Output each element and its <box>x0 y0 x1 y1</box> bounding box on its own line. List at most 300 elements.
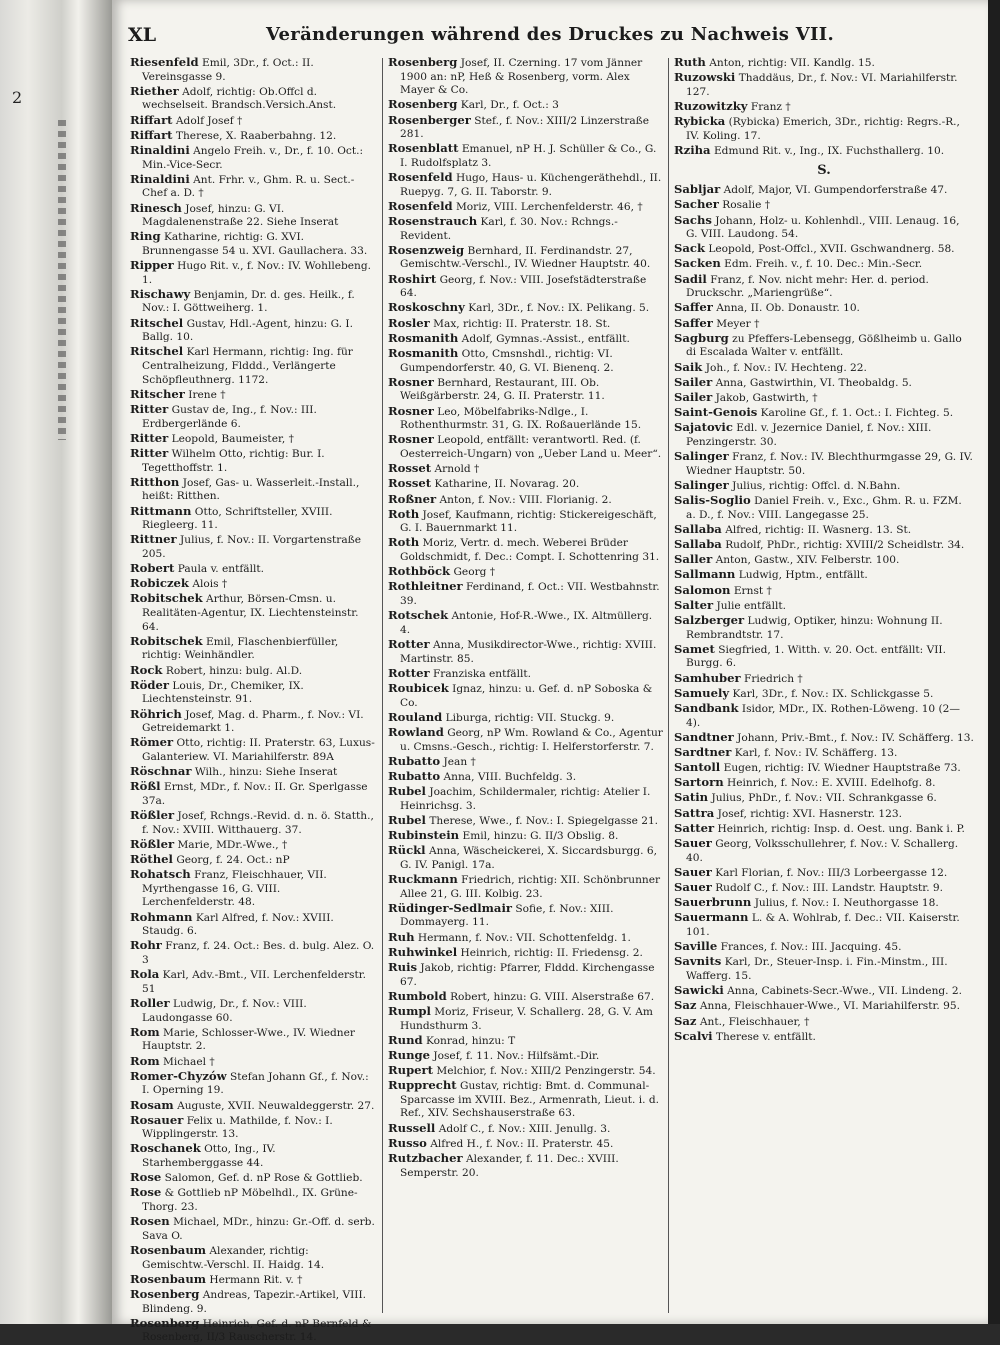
entry-surname: Ruis <box>388 959 417 974</box>
entry-surname: Sagburg <box>674 330 729 345</box>
entry-surname: Rosenberg <box>130 1315 200 1330</box>
entry-surname: Saffer <box>674 300 713 315</box>
entry-details: Julius, PhDr., f. Nov.: VII. Schrankgasse 6. <box>711 792 937 805</box>
entry-surname: Rubinstein <box>388 828 460 843</box>
entry-surname: Rosner <box>388 374 434 389</box>
entry-surname: Sardtner <box>674 744 732 759</box>
entry-details: Arthur, Börsen-Cmsn. u. Realitäten-Agentur, IX. Liechtensteinstr. 64. <box>142 593 359 633</box>
entry-details: Bernhard, Restaurant, III. Ob. Weißgärberstr. 24, G. II. Praterstr. 11. <box>400 376 605 403</box>
entry-details: Karoline Gf., f. 1. Oct.: I. Fichteg. 5. <box>760 407 954 420</box>
directory-entry <box>674 837 974 865</box>
entry-surname: Russo <box>388 1135 427 1150</box>
entry-surname: Sauerbrunn <box>674 895 752 910</box>
directory-entry <box>130 388 376 403</box>
entry-details: Georg † <box>453 566 496 579</box>
directory-entry <box>674 242 974 257</box>
entry-surname: Rom <box>130 1053 160 1068</box>
entry-details: Friedrich † <box>743 672 803 685</box>
entry-surname: Sauer <box>674 836 712 851</box>
entry-details: Otto, richtig: II. Praterstr. 63, Luxus-Galanteriew. VI. Mariahilferstr. 89A <box>142 737 375 763</box>
entry-details: Michael † <box>163 1055 215 1068</box>
entry-surname: Rupert <box>388 1063 434 1078</box>
directory-entry <box>674 984 974 999</box>
entry-surname: Sauermann <box>674 910 749 925</box>
directory-entry <box>130 144 376 172</box>
directory-entry <box>388 580 663 608</box>
entry-surname: Rouland <box>388 709 443 724</box>
entry-details: Antonie, Hof-R.-Wwe., IX. Altmüllerg. 4. <box>400 610 653 636</box>
entry-details: Josef, Rchngs.-Revid. d. n. ö. Statth., f. Nov.: XVIII. Witthauerg. 37. <box>142 810 374 836</box>
entry-details: Rudolf C., f. Nov.: III. Landstr. Hauptstr. 9. <box>715 882 944 894</box>
entry-surname: Röhrich <box>130 706 182 721</box>
directory-entry <box>674 301 974 316</box>
entry-surname: Saller <box>674 552 713 567</box>
page-number: XL <box>128 24 157 46</box>
directory-entry <box>674 940 974 955</box>
directory-entry <box>130 679 376 707</box>
entry-surname: Rubel <box>388 784 426 799</box>
directory-entry <box>674 361 974 376</box>
entry-surname: Rinaldini <box>130 171 190 186</box>
directory-entry <box>674 687 974 702</box>
entry-surname: Samet <box>674 641 715 656</box>
directory-entry <box>130 592 376 634</box>
entry-details: Marie, MDr.-Wwe., † <box>177 838 288 851</box>
entry-details: Karl, f. 30. Nov.: Rchngs.-Revident. <box>400 216 618 242</box>
directory-entry <box>130 868 376 910</box>
entry-details: Sofie, f. Nov.: XIII. Dommayerg. 11. <box>400 902 614 929</box>
entry-details: zu Pfeffers-Lebensegg, Gößlheimb u. Gallo di Escalada Walter v. entfällt. <box>686 332 962 359</box>
entry-surname: Rohmann <box>130 909 193 924</box>
entry-surname: Röthel <box>130 852 173 867</box>
directory-entry <box>674 479 974 494</box>
directory-entry <box>388 477 663 492</box>
entry-details: Gustav, Hdl.-Agent, hinzu: G. I. Ballg. 10. <box>142 317 353 344</box>
entry-surname: Saville <box>674 939 718 954</box>
entry-details: Alois † <box>192 578 228 591</box>
entry-surname: Romer-Chyzów <box>130 1068 227 1083</box>
entry-surname: Runge <box>388 1047 430 1062</box>
entry-surname: Sallmann <box>674 567 736 582</box>
entry-details: Leopold, Post-Offcl., XVII. Gschwandnerg. 58. <box>708 243 955 256</box>
entry-surname: Santoll <box>674 760 721 775</box>
entry-details: Heinrich, richtig: Insp. d. Oest. ung. Bank i. P. <box>717 822 965 835</box>
directory-entry <box>388 1034 663 1049</box>
entry-details: Heinrich, f. Nov.: E. XVIII. Edelhofg. 8. <box>727 777 936 790</box>
entry-surname: Robert <box>130 561 175 576</box>
entry-surname: Rößler <box>130 836 175 851</box>
entry-details: Georg, Volksschullehrer, f. Nov.: V. Schallerg. 40. <box>686 838 959 864</box>
entry-surname: Rola <box>130 967 160 982</box>
entry-surname: Salinger <box>674 449 729 464</box>
entry-details: Joh., f. Nov.: IV. Hechteng. 22. <box>705 361 867 374</box>
directory-entry <box>130 765 376 780</box>
entry-surname: Ruth <box>674 55 706 69</box>
directory-entry <box>674 100 974 115</box>
entry-details: Julius, richtig: Offcl. d. N.Bahn. <box>732 479 901 492</box>
entry-surname: Rund <box>388 1032 423 1047</box>
entry-details: Salomon, Gef. d. nP Rose & Gottlieb. <box>164 1172 363 1185</box>
directory-entry <box>388 1064 663 1079</box>
directory-entry <box>388 433 663 461</box>
directory-entry <box>130 1099 376 1114</box>
directory-entry <box>674 881 974 896</box>
directory-entry <box>130 664 376 679</box>
entry-details: Siegfried, 1. Witth. v. 20. Oct. entfällt: VII. Burgg. 6. <box>686 643 946 670</box>
entry-details: Julius, f. Nov.: II. Vorgartenstraße 205. <box>142 534 361 560</box>
entry-surname: Ruhwinkel <box>388 944 458 959</box>
directory-entry <box>388 961 663 989</box>
entry-details: Georg, f. Nov.: VIII. Josefstädterstraße 64. <box>400 273 647 300</box>
directory-entry <box>130 202 376 230</box>
directory-entry <box>130 997 376 1025</box>
directory-entry <box>388 785 663 813</box>
entry-surname: Riffart <box>130 127 173 142</box>
entry-surname: Samuely <box>674 685 730 700</box>
directory-entry <box>130 1215 376 1243</box>
entry-details: Franz † <box>750 100 791 113</box>
entry-surname: Riether <box>130 83 179 98</box>
directory-entry <box>674 761 974 776</box>
directory-entry <box>388 726 663 754</box>
directory-entry <box>388 98 663 113</box>
entry-surname: Rubel <box>388 812 426 827</box>
directory-entry <box>388 462 663 477</box>
directory-entry <box>674 822 974 837</box>
entry-details: Julie entfällt. <box>716 599 786 612</box>
entry-details: Stef., f. Nov.: XIII/2 Linzerstraße 281. <box>400 114 650 141</box>
entry-surname: Roßner <box>388 491 437 506</box>
entry-surname: Roth <box>388 506 420 521</box>
entry-details: Louis, Dr., Chemiker, IX. Liechtensteinstr. 91. <box>142 679 304 706</box>
entry-surname: Salis-Soglio <box>674 493 751 508</box>
entry-details: Josef, II. Czerning. 17 vom Jänner 1900 an: nP, Heß & Rosenberg, vorm. Alex Mayer & Co. <box>400 57 643 97</box>
directory-entry <box>388 114 663 142</box>
entry-details: Hugo, Haus- u. Küchengeräthehdl., II. Ruepyg. 7, G. II. Taborstr. 9. <box>400 172 662 198</box>
entry-surname: Sauer <box>674 864 712 879</box>
entry-details: Moriz, VIII. Lerchenfelderstr. 46, † <box>455 200 643 213</box>
entry-details: Georg, f. 24. Oct.: nP <box>176 854 290 867</box>
entry-surname: Röschnar <box>130 764 192 779</box>
entry-details: Karl Alfred, f. Nov.: XVIII. Staudg. 6. <box>142 911 334 938</box>
directory-entry <box>130 230 376 258</box>
entry-surname: Rowland <box>388 724 444 739</box>
entry-details: Karl, Adv.-Bmt., VII. Lerchenfelderstr. 51 <box>142 969 367 995</box>
entry-details: Johann, Priv.-Bmt., f. Nov.: IV. Schäfferg. 13. <box>737 731 974 744</box>
entry-details: Otto, Ing., IV. Starhemberggasse 44. <box>142 1143 276 1170</box>
entry-details: Meyer † <box>716 317 760 330</box>
column-3 <box>674 56 974 1318</box>
entry-surname: Rischawy <box>130 286 191 301</box>
entry-details: Benjamin, Dr. d. ges. Heilk., f. Nov.: I. Göttweiherg. 1. <box>142 288 355 315</box>
directory-entry <box>388 873 663 901</box>
entry-surname: Roth <box>388 535 420 550</box>
directory-entry <box>674 376 974 391</box>
entry-surname: Roubicek <box>388 680 449 695</box>
directory-entry <box>388 814 663 829</box>
entry-details: Karl, 3Dr., f. Nov.: IX. Pelikang. 5. <box>468 302 650 315</box>
directory-entry <box>674 523 974 538</box>
entry-details: Therese v. entfällt. <box>715 1030 816 1043</box>
directory-entry <box>388 931 663 946</box>
entry-surname: Rosenberger <box>388 112 471 127</box>
directory-entry <box>130 1317 376 1345</box>
entry-surname: Sack <box>674 241 705 256</box>
entry-details: Jakob, Gastwirth, † <box>715 391 818 404</box>
directory-entry <box>674 115 974 143</box>
entry-surname: Salzberger <box>674 613 745 627</box>
entry-surname: Ruzowitzky <box>674 98 748 113</box>
entry-details: Karl Florian, f. Nov.: III/3 Lorbeergasse 12. <box>715 866 948 879</box>
entry-surname: Rosenbaum <box>130 1271 207 1286</box>
entry-surname: Ritschel <box>130 315 184 330</box>
directory-entry <box>674 584 974 599</box>
directory-entry <box>674 257 974 272</box>
section-heading: S. <box>817 162 831 178</box>
entry-details: Heinrich, Gef. d. nP Bernfeld & Rosenberg, II/3 Rauscherstr. 14. <box>142 1317 372 1344</box>
entry-details: Franz, f. 24. Oct.: Bes. d. bulg. Alez. O. 3 <box>142 940 375 966</box>
entry-surname: Sandtner <box>674 729 734 744</box>
directory-entry <box>388 1005 663 1033</box>
entry-surname: Sandbank <box>674 700 739 715</box>
directory-entry <box>388 376 663 404</box>
directory-entry <box>674 791 974 806</box>
entry-details: Hugo Rit. v., f. Nov.: IV. Wohllebeng. 1. <box>142 260 372 286</box>
entry-surname: Rosner <box>388 432 434 447</box>
facing-page-number: 2 <box>12 88 23 107</box>
directory-entry <box>674 702 974 730</box>
entry-details: Josef, Mag. d. Pharm., f. Nov.: VI. Getreidemarkt 1. <box>142 708 364 735</box>
entry-details: Auguste, XVII. Neuwaldeggerstr. 27. <box>177 1099 375 1112</box>
entry-surname: Sabljar <box>674 182 721 197</box>
entry-details: Karl, Dr., f. Oct.: 3 <box>460 99 559 112</box>
entry-details: Joachim, Schildermaler, richtig: Atelier I. Heinrichsg. 3. <box>400 786 651 812</box>
directory-entry <box>130 533 376 561</box>
directory-entry <box>388 1137 663 1152</box>
entry-details: Jean † <box>443 755 476 768</box>
entry-surname: Sallaba <box>674 537 722 552</box>
entry-details: Franziska entfällt. <box>432 667 532 680</box>
entry-surname: Rittner <box>130 532 177 547</box>
entry-surname: Ritter <box>130 430 169 445</box>
directory-entry <box>130 1026 376 1054</box>
entry-details: Anna, Wäscheickerei, X. Siccardsburgg. 6, G. IV. Panigl. 17a. <box>400 845 657 871</box>
directory-entry <box>674 568 974 583</box>
entry-details: Ernst, MDr., f. Nov.: II. Gr. Sperlgasse 37a. <box>142 781 368 807</box>
directory-entry <box>388 990 663 1005</box>
entry-surname: Rosset <box>388 476 432 491</box>
entry-surname: Rupprecht <box>388 1078 457 1093</box>
entry-surname: Rotter <box>388 665 430 680</box>
entry-details: Felix u. Mathilde, f. Nov.: I. Wipplingerstr. 13. <box>142 1114 333 1141</box>
entry-details: Karl, 3Dr., f. Nov.: IX. Schlickgasse 5. <box>732 687 934 700</box>
directory-entry <box>674 599 974 614</box>
entry-surname: Ritter <box>130 401 169 416</box>
entry-details: Georg, nP Wm. Rowland & Co., Agentur u. Cmsns.-Gesch., richtig: I. Helferstorferstr. 7. <box>400 726 663 753</box>
directory-entry <box>388 1122 663 1137</box>
entry-details: Josef, f. 11. Nov.: Hilfsämt.-Dir. <box>433 1049 600 1062</box>
entry-surname: Russell <box>388 1120 436 1135</box>
entry-details: Josef, hinzu: G. VI. Magdalenenstraße 22. Siehe Inserat <box>142 202 339 229</box>
entry-surname: Rosner <box>388 403 434 418</box>
directory-entry <box>674 494 974 522</box>
entry-details: Franz, f. Nov.: IV. Blechthurmgasse 29, G. IV. Wiedner Hauptstr. 50. <box>686 451 973 477</box>
directory-entry <box>130 911 376 939</box>
entry-details: Arnold † <box>434 463 480 476</box>
entry-details: Ludwig, Optiker, hinzu: Wohnung II. Rembrandtstr. 17. <box>686 615 943 641</box>
column-1 <box>130 55 376 1344</box>
entry-surname: Riesenfeld <box>130 55 199 69</box>
entry-surname: Rückl <box>388 843 426 858</box>
directory-entry <box>674 56 974 71</box>
entry-surname: Sachs <box>674 212 712 227</box>
directory-entry <box>130 1142 376 1170</box>
directory-entry <box>388 682 663 710</box>
directory-entry <box>388 844 663 872</box>
entry-surname: Rosauer <box>130 1112 184 1127</box>
directory-entry <box>130 562 376 577</box>
entry-details: Adolf, richtig: Ob.Offcl d. wechselseit. Brandsch.Versich.Anst. <box>142 85 337 112</box>
directory-entry <box>388 829 663 844</box>
entry-details: Robert, hinzu: bulg. Al.D. <box>165 664 303 677</box>
entry-details: Franz, Fleischhauer, VII. Myrthengasse 16, G. VIII. Lerchenfelderstr. 48. <box>142 869 327 909</box>
directory-entry <box>130 1055 376 1070</box>
directory-entry <box>388 142 663 170</box>
directory-entry <box>130 939 376 967</box>
directory-entry <box>130 505 376 533</box>
entry-surname: Rosenbaum <box>130 1243 207 1257</box>
directory-entry <box>388 1049 663 1064</box>
directory-entry <box>130 1070 376 1098</box>
entry-surname: Röder <box>130 677 169 692</box>
entry-details: Anton, f. Nov.: VIII. Florianig. 2. <box>439 493 612 506</box>
directory-entry <box>674 614 974 642</box>
entry-details: Josef, Kaufmann, richtig: Stickereigeschäft, G. I. Bauernmarkt 11. <box>400 508 657 535</box>
entry-surname: Robitschek <box>130 633 203 648</box>
entry-surname: Rybicka <box>674 114 726 129</box>
page-title: Veränderungen während des Druckes zu Nachweis VII. <box>265 24 835 45</box>
directory-entry <box>130 1171 376 1186</box>
directory-entry <box>388 609 663 637</box>
directory-entry <box>388 638 663 666</box>
entry-details: Konrad, hinzu: T <box>425 1034 516 1047</box>
entry-details: Emil, 3Dr., f. Oct.: II. Vereinsgasse 9. <box>142 57 314 83</box>
entry-surname: Rosenberg <box>388 55 458 69</box>
entry-details: Max, richtig: II. Praterstr. 18. St. <box>433 317 611 330</box>
entry-surname: Ritter <box>130 445 169 460</box>
directory-entry <box>130 476 376 504</box>
directory-entry <box>674 999 974 1014</box>
entry-surname: Saik <box>674 359 703 374</box>
entry-details: Adolf C., f. Nov.: XIII. Jenullg. 3. <box>438 1122 611 1135</box>
entry-details: Friedrich, richtig: XII. Schönbrunner Allee 21, G. III. Kolbig. 23. <box>400 874 661 900</box>
directory-entry <box>130 1186 376 1214</box>
directory-entry <box>388 347 663 375</box>
directory-entry <box>388 405 663 433</box>
entry-details: Gustav, richtig: Bmt. d. Communal-Sparcasse im XVIII. Bez., Armenrath, Lieut. i. d. Ref., XIV. Sechshauserstraße 63. <box>400 1080 660 1120</box>
entry-details: Anna, Fleischhauer-Wwe., VI. Mariahilferstr. 95. <box>699 1000 960 1013</box>
directory-entry <box>130 317 376 345</box>
directory-entry <box>130 447 376 475</box>
entry-details: Marie, Schlosser-Wwe., IV. Wiedner Hauptstr. 2. <box>142 1026 355 1053</box>
entry-details: Karl, Dr., Steuer-Insp. i. Fin.-Minstm., III. Wafferg. 15. <box>686 956 948 982</box>
entry-surname: Satter <box>674 820 715 835</box>
entry-surname: Robiczek <box>130 576 189 591</box>
entry-surname: Rosmanith <box>388 346 459 360</box>
directory-entry <box>674 776 974 791</box>
entry-surname: Saffer <box>674 315 713 330</box>
entry-surname: Satin <box>674 790 709 805</box>
entry-details: Therese, X. Raaberbahng. 12. <box>175 129 337 142</box>
entry-surname: Salomon <box>674 582 731 597</box>
entry-details: Michael, MDr., hinzu: Gr.-Off. d. serb. Sava O. <box>142 1216 375 1242</box>
entry-details: Irene † <box>188 388 226 401</box>
entry-details: Wilhelm Otto, richtig: Bur. I. Tegetthoffstr. 1. <box>142 447 325 474</box>
entry-details: Paula v. entfällt. <box>177 563 265 576</box>
directory-entry <box>674 731 974 746</box>
entry-surname: Savnits <box>674 954 722 969</box>
entry-details: Adolf, Major, VI. Gumpendorferstraße 47. <box>723 184 948 197</box>
directory-entry <box>674 538 974 553</box>
directory-entry <box>674 317 974 332</box>
directory-entry <box>388 1152 663 1180</box>
page-header <box>112 22 988 52</box>
directory-entry <box>674 71 974 99</box>
entry-details: Therese, Wwe., f. Nov.: I. Spiegelgasse 21. <box>429 814 659 827</box>
directory-entry <box>130 56 376 84</box>
directory-entry <box>674 144 974 159</box>
entry-details: Isidor, MDr., IX. Rothen-Löweng. 10 (2—4). <box>686 702 961 729</box>
directory-entry <box>388 493 663 508</box>
directory-entry <box>674 198 974 213</box>
entry-surname: Saint-Genois <box>674 405 758 420</box>
directory-entry <box>130 736 376 764</box>
entry-details: Adolf, Gymnas.-Assist., entfällt. <box>461 332 630 345</box>
entry-surname: Ruh <box>388 929 415 944</box>
column-divider <box>668 58 669 1313</box>
entry-details: Stefan Johann Gf., f. Nov.: I. Operning 19. <box>142 1070 369 1097</box>
entry-surname: Roskoschny <box>388 300 465 315</box>
entry-surname: Rosenblatt <box>388 141 459 156</box>
directory-entry <box>388 667 663 682</box>
entry-surname: Rosam <box>130 1097 174 1112</box>
entry-details: Anna, Musikdirector-Wwe., richtig: XVIII. Martinstr. 85. <box>400 639 657 665</box>
entry-details: Anna, VIII. Buchfeldg. 3. <box>443 770 577 783</box>
entry-surname: Sacher <box>674 197 719 212</box>
entry-surname: Rom <box>130 1024 160 1039</box>
entry-surname: Rosler <box>388 315 430 330</box>
entry-surname: Rosenfeld <box>388 198 453 213</box>
directory-entry <box>388 317 663 332</box>
directory-entry <box>388 273 663 301</box>
directory-entry <box>388 755 663 770</box>
entry-details: Ant. Frhr. v., Ghm. R. u. Sect.-Chef a. D. † <box>142 173 355 200</box>
entry-details: Ant., Fleischhauer, † <box>699 1015 810 1028</box>
entry-details: Emil, hinzu: G. II/3 Obslig. 8. <box>462 830 619 843</box>
entry-details: Alfred H., f. Nov.: II. Praterstr. 45. <box>430 1137 614 1150</box>
entry-details: Daniel Freih. v., Exc., Ghm. R. u. FZM. a. D., f. Nov.: VIII. Langegasse 25. <box>686 495 962 521</box>
entry-details: Wilh., hinzu: Siehe Inserat <box>194 766 338 779</box>
entry-surname: Rothböck <box>388 564 451 579</box>
entry-surname: Ripper <box>130 258 174 273</box>
entry-surname: Rothleitner <box>388 579 463 594</box>
entry-details: Rudolf, PhDr., richtig: XVIII/2 Scheidlstr. 34. <box>725 539 965 552</box>
entry-surname: Rosset <box>388 461 432 476</box>
entry-surname: Rinaldini <box>130 142 190 157</box>
entry-details: Leo, Möbelfabriks-Ndlge., I. Rothenthurmstr. 31, G. IX. Roßauerlände 15. <box>400 405 642 432</box>
entry-details: Angelo Freih. v., Dr., f. 10. Oct.: Min.-Vice-Secr. <box>142 144 364 171</box>
entry-surname: Rosmanith <box>388 330 459 345</box>
